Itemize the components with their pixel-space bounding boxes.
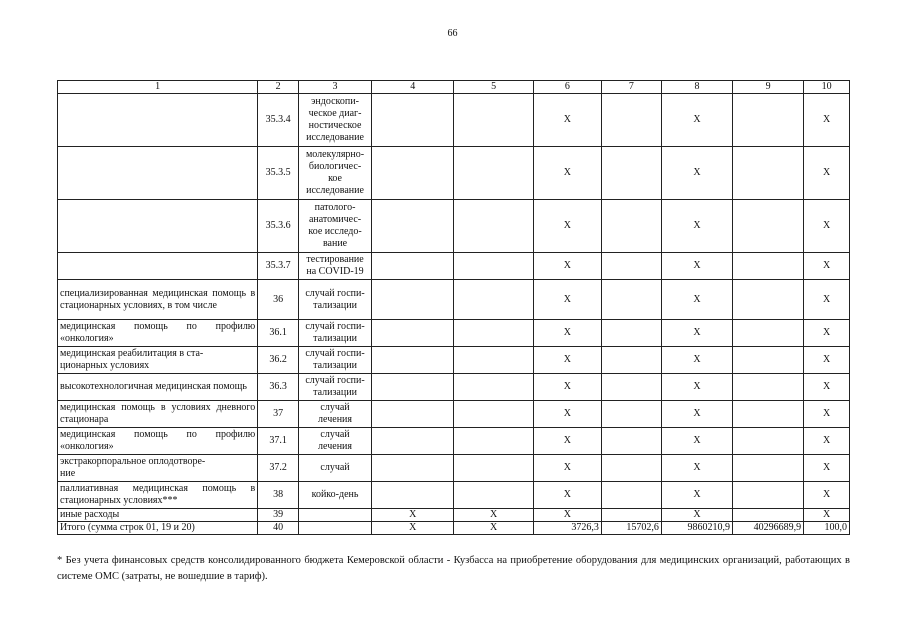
col4-cell xyxy=(372,320,454,347)
col8-cell: X xyxy=(661,200,732,253)
col5-cell xyxy=(454,94,533,147)
row-name-cell: паллиативная медицинская помощь в стационарных условиях*** xyxy=(58,482,258,509)
col9-cell xyxy=(733,147,804,200)
col10-cell: X xyxy=(804,320,850,347)
col6-cell: X xyxy=(533,374,601,401)
table-row xyxy=(58,401,850,428)
col9-cell xyxy=(733,401,804,428)
col6-cell: X xyxy=(533,482,601,509)
row-name-cell xyxy=(58,94,258,147)
header-cell: 5 xyxy=(454,81,533,94)
row-code-cell: 36.3 xyxy=(258,374,299,401)
col5-cell xyxy=(454,455,533,482)
col6-cell: X xyxy=(533,94,601,147)
col6-cell: X xyxy=(533,401,601,428)
col7-cell xyxy=(601,509,661,522)
table-row xyxy=(58,200,850,253)
row-unit-cell: случай госпи- тализации xyxy=(298,280,371,320)
row-unit-cell: случай xyxy=(298,455,371,482)
row-unit-cell xyxy=(298,509,371,522)
header-cell: 9 xyxy=(733,81,804,94)
col4-cell xyxy=(372,253,454,280)
row-name-cell xyxy=(58,200,258,253)
row-name-cell: высокотехнологичная медицинская помощь xyxy=(58,374,258,401)
row-code-cell: 35.3.6 xyxy=(258,200,299,253)
col10-cell: X xyxy=(804,428,850,455)
col10-cell: X xyxy=(804,200,850,253)
col6-cell: X xyxy=(533,200,601,253)
col5-cell xyxy=(454,428,533,455)
col9-cell: 40296689,9 xyxy=(733,522,804,535)
row-code-cell: 35.3.5 xyxy=(258,147,299,200)
col8-cell: X xyxy=(661,94,732,147)
col8-cell: X xyxy=(661,455,732,482)
col6-cell: X xyxy=(533,253,601,280)
row-unit-cell: молекулярно- биологичес- кое исследование xyxy=(298,147,371,200)
col4-cell xyxy=(372,94,454,147)
row-unit-cell: тестирование на COVID-19 xyxy=(298,253,371,280)
col4-cell xyxy=(372,482,454,509)
col7-cell xyxy=(601,320,661,347)
row-code-cell: 37.2 xyxy=(258,455,299,482)
col6-cell: X xyxy=(533,147,601,200)
col6-cell: X xyxy=(533,509,601,522)
col5-cell xyxy=(454,482,533,509)
col9-cell xyxy=(733,428,804,455)
col10-cell: X xyxy=(804,374,850,401)
header-row xyxy=(58,81,850,94)
table-body xyxy=(58,81,850,535)
col4-cell: X xyxy=(372,522,454,535)
table-row xyxy=(58,509,850,522)
col10-cell: X xyxy=(804,280,850,320)
col6-cell: X xyxy=(533,347,601,374)
col5-cell xyxy=(454,347,533,374)
col4-cell xyxy=(372,374,454,401)
header-cell: 8 xyxy=(661,81,732,94)
footnote: * Без учета финансовых средств консолидированного бюджета Кемеровской области - Кузбасса на приобретение оборудования для медицинских организаций, работающих в системе ОМС (затраты, не вошедшие в тариф). xyxy=(57,555,850,582)
table-row xyxy=(58,347,850,374)
table-row xyxy=(58,428,850,455)
row-unit-cell: случай госпи- тализации xyxy=(298,320,371,347)
col10-cell: X xyxy=(804,455,850,482)
col9-cell xyxy=(733,280,804,320)
col4-cell xyxy=(372,280,454,320)
col9-cell xyxy=(733,94,804,147)
col9-cell xyxy=(733,253,804,280)
col8-cell: X xyxy=(661,320,732,347)
col7-cell xyxy=(601,482,661,509)
col4-cell xyxy=(372,428,454,455)
col9-cell xyxy=(733,200,804,253)
financing-table xyxy=(57,80,850,535)
col7-cell xyxy=(601,147,661,200)
col8-cell: 9860210,9 xyxy=(661,522,732,535)
table-row xyxy=(58,374,850,401)
col10-cell: X xyxy=(804,347,850,374)
col8-cell: X xyxy=(661,401,732,428)
header-cell: 1 xyxy=(58,81,258,94)
col7-cell xyxy=(601,428,661,455)
col7-cell xyxy=(601,94,661,147)
header-cell: 3 xyxy=(298,81,371,94)
col5-cell xyxy=(454,147,533,200)
page-number: 66 xyxy=(447,28,458,39)
col7-cell xyxy=(601,401,661,428)
row-name-cell: медицинская помощь по профилю «онкология» xyxy=(58,320,258,347)
col5-cell xyxy=(454,320,533,347)
table-row xyxy=(58,253,850,280)
col9-cell xyxy=(733,374,804,401)
table-row xyxy=(58,482,850,509)
row-name-cell: иные расходы xyxy=(58,509,258,522)
table-row xyxy=(58,147,850,200)
table-row xyxy=(58,522,850,535)
row-unit-cell: патолого- анатомичес- кое исследо- вание xyxy=(298,200,371,253)
col7-cell xyxy=(601,200,661,253)
col5-cell xyxy=(454,374,533,401)
table-row xyxy=(58,94,850,147)
row-name-cell: специализированная медицинская помощь в стационарных условиях, в том числе xyxy=(58,280,258,320)
col8-cell: X xyxy=(661,147,732,200)
row-unit-cell: случай лечения xyxy=(298,428,371,455)
row-name-cell: экстракорпоральное оплодотворе- ние xyxy=(58,455,258,482)
col5-cell xyxy=(454,200,533,253)
row-unit-cell: случай лечения xyxy=(298,401,371,428)
row-code-cell: 37 xyxy=(258,401,299,428)
row-name-cell: медицинская реабилитация в ста- ционарных условиях xyxy=(58,347,258,374)
col7-cell xyxy=(601,455,661,482)
col7-cell xyxy=(601,347,661,374)
table-row xyxy=(58,455,850,482)
col7-cell xyxy=(601,280,661,320)
row-name-cell: Итого (сумма строк 01, 19 и 20) xyxy=(58,522,258,535)
col9-cell xyxy=(733,455,804,482)
col5-cell: X xyxy=(454,522,533,535)
col9-cell xyxy=(733,347,804,374)
col8-cell: X xyxy=(661,509,732,522)
header-cell: 10 xyxy=(804,81,850,94)
col4-cell xyxy=(372,455,454,482)
row-unit-cell: случай госпи- тализации xyxy=(298,347,371,374)
col4-cell xyxy=(372,401,454,428)
col8-cell: X xyxy=(661,347,732,374)
row-name-cell xyxy=(58,147,258,200)
col5-cell xyxy=(454,280,533,320)
col9-cell xyxy=(733,482,804,509)
table-row xyxy=(58,320,850,347)
col4-cell: X xyxy=(372,509,454,522)
header-cell: 2 xyxy=(258,81,299,94)
row-unit-cell: эндоскопи- ческое диаг- ностическое исследование xyxy=(298,94,371,147)
col5-cell: X xyxy=(454,509,533,522)
row-code-cell: 40 xyxy=(258,522,299,535)
col4-cell xyxy=(372,347,454,374)
col8-cell: X xyxy=(661,428,732,455)
table-row xyxy=(58,280,850,320)
col7-cell xyxy=(601,374,661,401)
row-unit-cell: койко-день xyxy=(298,482,371,509)
col7-cell xyxy=(601,253,661,280)
col6-cell: 3726,3 xyxy=(533,522,601,535)
col6-cell: X xyxy=(533,280,601,320)
col10-cell: X xyxy=(804,147,850,200)
col10-cell: X xyxy=(804,509,850,522)
col8-cell: X xyxy=(661,280,732,320)
col5-cell xyxy=(454,253,533,280)
row-code-cell: 39 xyxy=(258,509,299,522)
col9-cell xyxy=(733,320,804,347)
row-code-cell: 35.3.4 xyxy=(258,94,299,147)
col4-cell xyxy=(372,200,454,253)
row-code-cell: 38 xyxy=(258,482,299,509)
row-unit-cell: случай госпи- тализации xyxy=(298,374,371,401)
col7-cell: 15702,6 xyxy=(601,522,661,535)
col5-cell xyxy=(454,401,533,428)
row-name-cell: медицинская помощь в условиях дневного стационара xyxy=(58,401,258,428)
col10-cell: X xyxy=(804,253,850,280)
row-code-cell: 36 xyxy=(258,280,299,320)
col8-cell: X xyxy=(661,482,732,509)
header-cell: 4 xyxy=(372,81,454,94)
col10-cell: X xyxy=(804,482,850,509)
row-code-cell: 36.2 xyxy=(258,347,299,374)
row-unit-cell xyxy=(298,522,371,535)
col6-cell: X xyxy=(533,428,601,455)
row-code-cell: 36.1 xyxy=(258,320,299,347)
row-name-cell xyxy=(58,253,258,280)
col10-cell: X xyxy=(804,94,850,147)
col6-cell: X xyxy=(533,320,601,347)
col10-cell: X xyxy=(804,401,850,428)
header-cell: 6 xyxy=(533,81,601,94)
col10-cell: 100,0 xyxy=(804,522,850,535)
col4-cell xyxy=(372,147,454,200)
row-code-cell: 37.1 xyxy=(258,428,299,455)
col6-cell: X xyxy=(533,455,601,482)
row-code-cell: 35.3.7 xyxy=(258,253,299,280)
col8-cell: X xyxy=(661,253,732,280)
col9-cell xyxy=(733,509,804,522)
row-name-cell: медицинская помощь по профилю «онкология» xyxy=(58,428,258,455)
header-cell: 7 xyxy=(601,81,661,94)
col8-cell: X xyxy=(661,374,732,401)
